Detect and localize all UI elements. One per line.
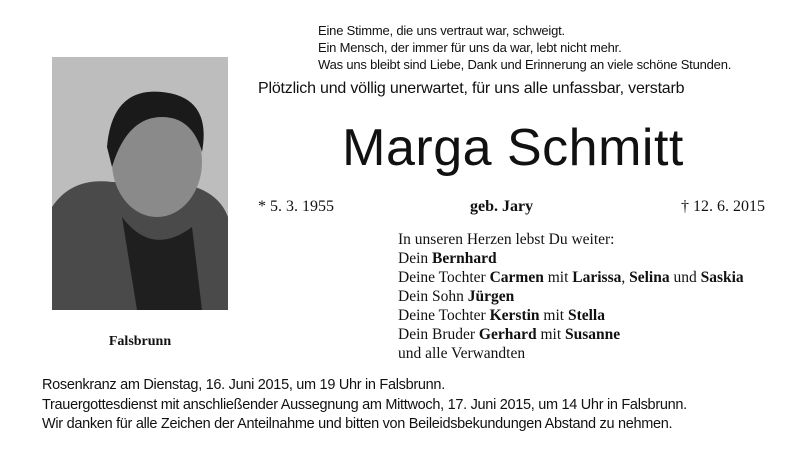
family-line: Deine Tochter Carmen mit Larissa, Selina und Saskia [398,269,744,286]
deceased-name: Marga Schmitt [342,119,684,177]
family-line: Dein Sohn Jürgen [398,288,515,305]
residence-place: Falsbrunn [108,334,172,349]
info-line: Rosenkranz am Dienstag, 16. Juni 2015, um 19 Uhr in Falsbrunn. [42,377,445,393]
memorial-quote [318,22,731,73]
info-line: Wir danken für alle Zeichen der Anteilnahme und bitten von Beileidsbekundungen Abstand zu nehmen. [42,416,673,432]
quote-line: Eine Stimme, die uns vertraut war, schweigt. [318,23,565,38]
service-info [42,376,687,435]
intro-text: Plötzlich und völlig unerwartet, für uns alle unfassbar, verstarb [258,80,685,97]
family-list [398,230,744,363]
family-line: Deine Tochter Kerstin mit Stella [398,307,605,324]
family-line: Dein Bernhard [398,250,497,267]
quote-line: Was uns bleibt sind Liebe, Dank und Erinnerung an viele schöne Stunden. [318,57,732,72]
birth-date: * 5. 3. 1955 [258,198,334,215]
family-line: und alle Verwandten [398,345,526,362]
info-line: Trauergottesdienst mit anschließender Aussegnung am Mittwoch, 17. Juni 2015, um 14 Uhr in Falsbrunn. [42,396,687,413]
family-line: In unseren Herzen lebst Du weiter: [398,231,615,248]
family-line: Dein Bruder Gerhard mit Susanne [398,326,621,343]
portrait-photo [52,57,228,310]
death-date: † 12. 6. 2015 [681,198,765,215]
quote-line: Ein Mensch, der immer für uns da war, lebt nicht mehr. [318,40,622,55]
maiden-name: geb. Jary [470,198,534,215]
